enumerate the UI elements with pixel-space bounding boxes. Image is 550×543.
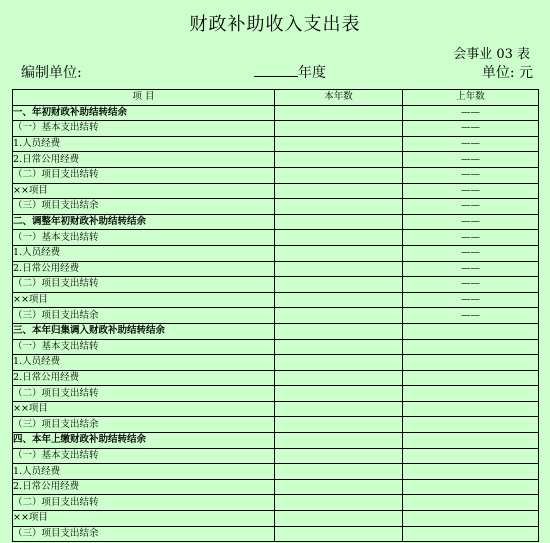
this-year-cell[interactable] xyxy=(275,401,403,417)
table-row xyxy=(13,511,539,527)
this-year-cell[interactable] xyxy=(275,199,403,215)
row-label: ××项目 xyxy=(13,292,275,308)
last-year-cell[interactable] xyxy=(403,448,539,464)
last-year-cell[interactable] xyxy=(403,386,539,402)
report-title: 财政补助收入支出表 xyxy=(189,14,361,35)
row-label: 2.日常公用经费 xyxy=(13,261,275,277)
row-label: 1.人员经费 xyxy=(13,464,275,480)
last-year-cell[interactable]: —— xyxy=(403,261,539,277)
row-label: 2.日常公用经费 xyxy=(13,479,275,495)
row-label: （三）项目支出结余 xyxy=(13,308,275,324)
row-label: 1.人员经费 xyxy=(13,245,275,261)
last-year-cell[interactable] xyxy=(403,417,539,433)
row-label: （二）项目支出结转 xyxy=(13,495,275,511)
year-blank[interactable] xyxy=(254,63,298,77)
row-label: （二）项目支出结转 xyxy=(13,277,275,293)
table-row xyxy=(13,199,539,215)
row-label: 2.日常公用经费 xyxy=(13,370,275,386)
form-number: 会事业 03 表 xyxy=(453,47,530,62)
last-year-cell[interactable] xyxy=(403,323,539,339)
this-year-cell[interactable] xyxy=(275,323,403,339)
this-year-cell[interactable] xyxy=(275,479,403,495)
table-row xyxy=(13,308,539,324)
table-row xyxy=(13,167,539,183)
row-label: （二）项目支出结转 xyxy=(13,386,275,402)
row-label: 2.日常公用经费 xyxy=(13,152,275,168)
row-label: 四、本年上缴财政补助结转结余 xyxy=(13,433,275,449)
last-year-cell[interactable] xyxy=(403,464,539,480)
this-year-cell[interactable] xyxy=(275,167,403,183)
this-year-cell[interactable] xyxy=(275,433,403,449)
compiling-unit-label: 编制单位: xyxy=(21,65,82,81)
this-year-cell[interactable] xyxy=(275,308,403,324)
this-year-cell[interactable] xyxy=(275,511,403,527)
table-row xyxy=(13,526,539,542)
row-label: 二、调整年初财政补助结转结余 xyxy=(13,214,275,230)
row-label: （一）基本支出结转 xyxy=(13,448,275,464)
last-year-cell[interactable] xyxy=(403,401,539,417)
this-year-cell[interactable] xyxy=(275,448,403,464)
table-row xyxy=(13,136,539,152)
table-header-row xyxy=(13,90,539,106)
table-row xyxy=(13,230,539,246)
this-year-cell[interactable] xyxy=(275,355,403,371)
this-year-cell[interactable] xyxy=(275,526,403,542)
subsidy-report-table xyxy=(12,89,539,542)
last-year-cell[interactable] xyxy=(403,495,539,511)
last-year-cell[interactable]: —— xyxy=(403,292,539,308)
table-row xyxy=(13,152,539,168)
table-row xyxy=(13,339,539,355)
this-year-cell[interactable] xyxy=(275,464,403,480)
row-label: 三、本年归集调入财政补助结转结余 xyxy=(13,323,275,339)
last-year-cell[interactable] xyxy=(403,355,539,371)
row-label: 1.人员经费 xyxy=(13,355,275,371)
this-year-cell[interactable] xyxy=(275,152,403,168)
table-row xyxy=(13,261,539,277)
row-label: （三）项目支出结余 xyxy=(13,417,275,433)
table-row xyxy=(13,448,539,464)
last-year-cell[interactable] xyxy=(403,370,539,386)
this-year-cell[interactable] xyxy=(275,183,403,199)
table-row xyxy=(13,433,539,449)
header-item: 项 目 xyxy=(13,90,275,106)
table-row xyxy=(13,401,539,417)
this-year-cell[interactable] xyxy=(275,105,403,121)
row-label: （一）基本支出结转 xyxy=(13,121,275,137)
table-row xyxy=(13,495,539,511)
this-year-cell[interactable] xyxy=(275,214,403,230)
header-last-year: 上年数 xyxy=(403,90,539,106)
row-label: （三）项目支出结余 xyxy=(13,526,275,542)
this-year-cell[interactable] xyxy=(275,136,403,152)
last-year-cell[interactable] xyxy=(403,433,539,449)
last-year-cell[interactable]: —— xyxy=(403,121,539,137)
table-row xyxy=(13,464,539,480)
report-meta xyxy=(21,62,533,80)
this-year-cell[interactable] xyxy=(275,230,403,246)
last-year-cell[interactable] xyxy=(403,511,539,527)
last-year-cell[interactable] xyxy=(403,339,539,355)
row-label: ××项目 xyxy=(13,401,275,417)
row-label: 1.人员经费 xyxy=(13,136,275,152)
last-year-cell[interactable]: —— xyxy=(403,214,539,230)
last-year-cell[interactable]: —— xyxy=(403,308,539,324)
row-label: （二）项目支出结转 xyxy=(13,167,275,183)
table-row xyxy=(13,370,539,386)
table-row xyxy=(13,183,539,199)
this-year-cell[interactable] xyxy=(275,292,403,308)
table-row xyxy=(13,245,539,261)
table-row xyxy=(13,105,539,121)
year-suffix: 年度 xyxy=(298,65,326,81)
table-row xyxy=(13,479,539,495)
last-year-cell[interactable]: —— xyxy=(403,136,539,152)
table-row xyxy=(13,355,539,371)
last-year-cell[interactable]: —— xyxy=(403,199,539,215)
this-year-cell[interactable] xyxy=(275,417,403,433)
row-label: ××项目 xyxy=(13,511,275,527)
last-year-cell[interactable]: —— xyxy=(403,105,539,121)
this-year-cell[interactable] xyxy=(275,386,403,402)
header-this-year: 本年数 xyxy=(275,90,403,106)
this-year-cell[interactable] xyxy=(275,261,403,277)
row-label: （一）基本支出结转 xyxy=(13,339,275,355)
table-row xyxy=(13,214,539,230)
last-year-cell[interactable]: —— xyxy=(403,245,539,261)
table-row xyxy=(13,292,539,308)
this-year-cell[interactable] xyxy=(275,339,403,355)
this-year-cell[interactable] xyxy=(275,370,403,386)
this-year-cell[interactable] xyxy=(275,277,403,293)
row-label: ××项目 xyxy=(13,183,275,199)
table-row xyxy=(13,277,539,293)
table-row xyxy=(13,121,539,137)
row-label: 一、年初财政补助结转结余 xyxy=(13,105,275,121)
this-year-cell[interactable] xyxy=(275,495,403,511)
last-year-cell[interactable]: —— xyxy=(403,152,539,168)
this-year-cell[interactable] xyxy=(275,121,403,137)
last-year-cell[interactable]: —— xyxy=(403,183,539,199)
last-year-cell[interactable]: —— xyxy=(403,167,539,183)
table-row xyxy=(13,386,539,402)
last-year-cell[interactable]: —— xyxy=(403,277,539,293)
last-year-cell[interactable] xyxy=(403,526,539,542)
this-year-cell[interactable] xyxy=(275,245,403,261)
last-year-cell[interactable]: —— xyxy=(403,230,539,246)
currency-unit: 单位: 元 xyxy=(481,65,533,81)
row-label: （三）项目支出结余 xyxy=(13,199,275,215)
last-year-cell[interactable] xyxy=(403,479,539,495)
table-row xyxy=(13,323,539,339)
row-label: （一）基本支出结转 xyxy=(13,230,275,246)
fiscal-year xyxy=(254,62,326,82)
table-row xyxy=(13,417,539,433)
table-body xyxy=(13,105,539,542)
